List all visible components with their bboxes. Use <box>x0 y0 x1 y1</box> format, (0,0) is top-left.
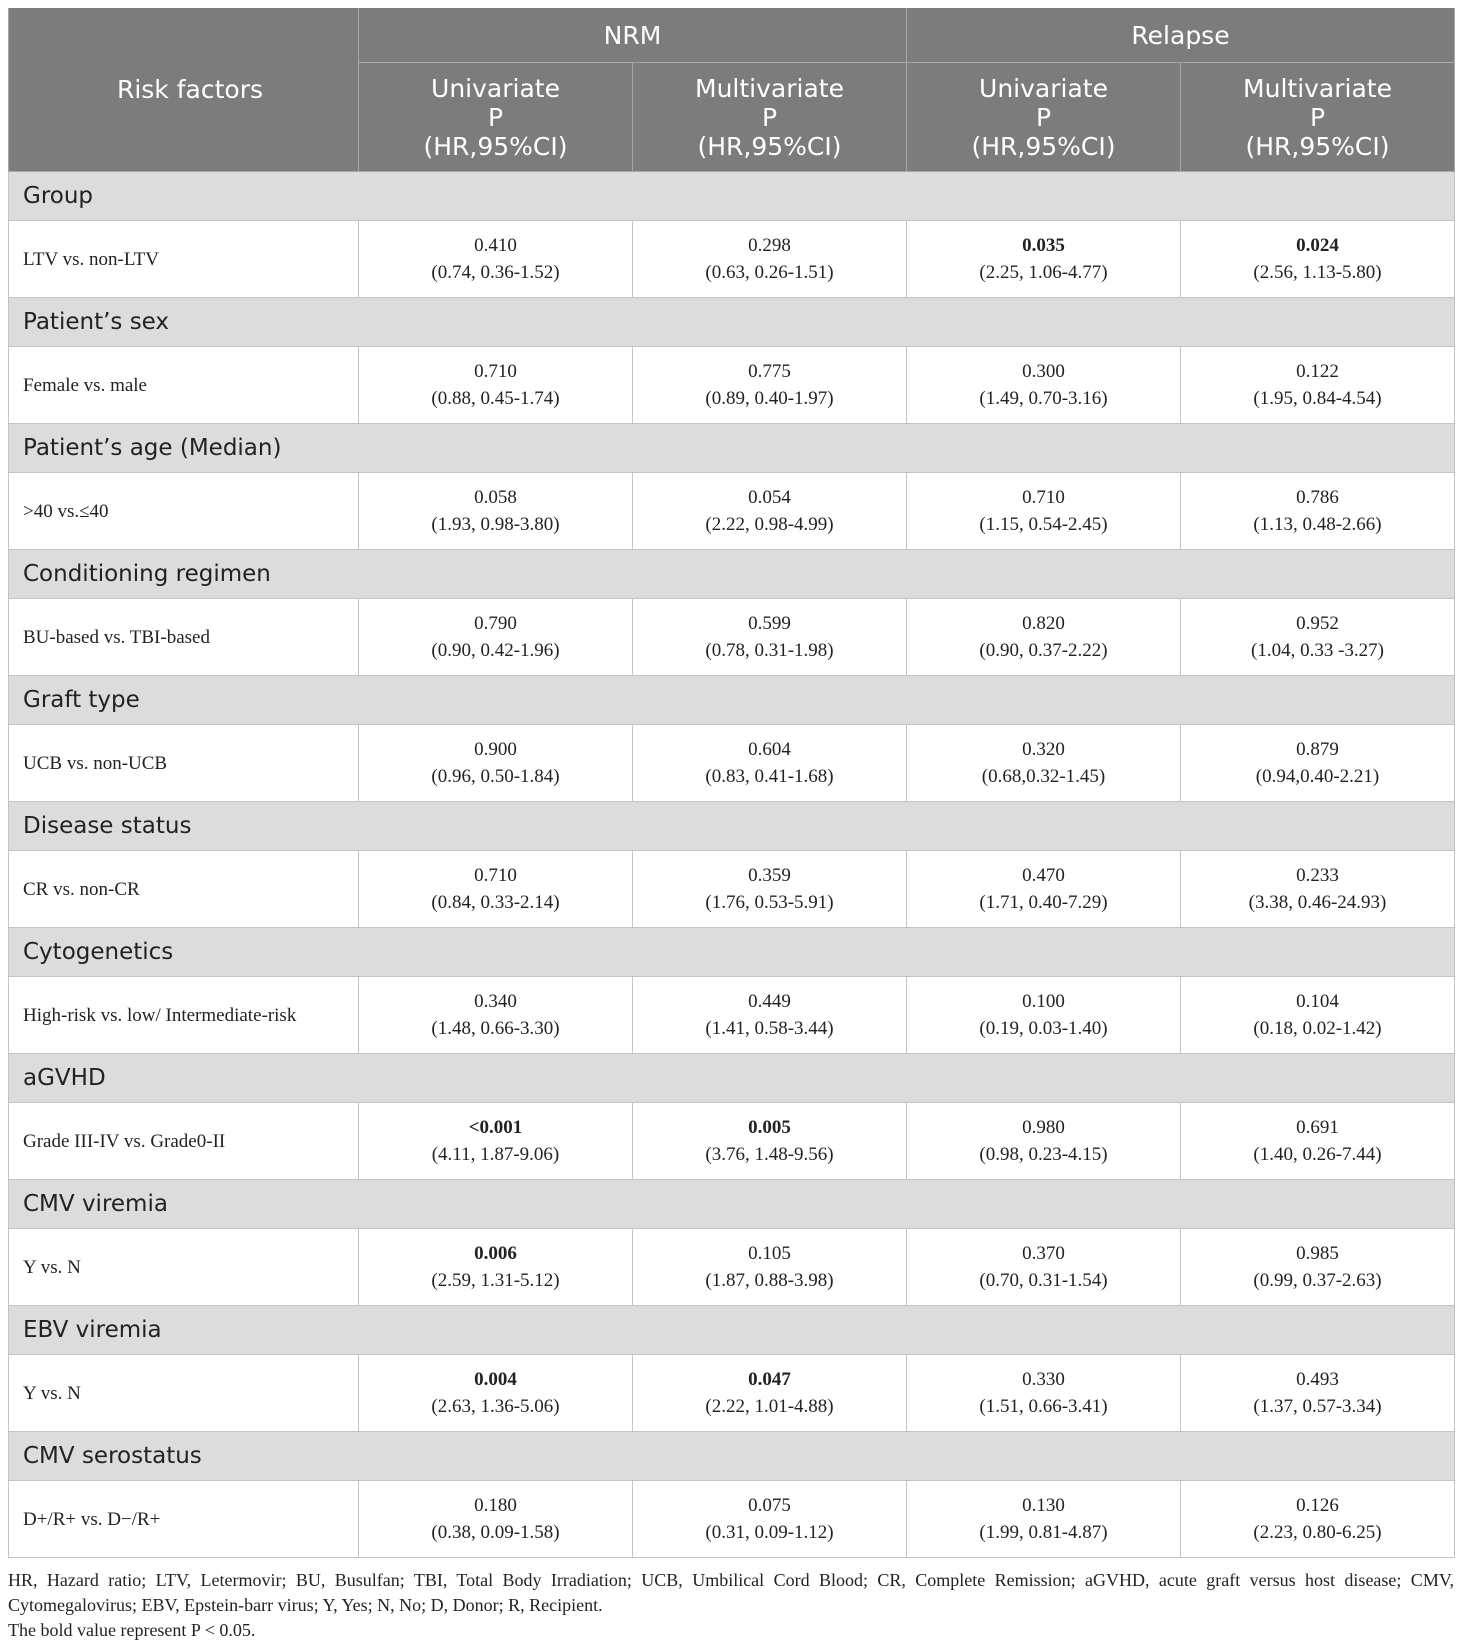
relapse-header: Relapse <box>907 8 1455 63</box>
section-header-row <box>9 550 1455 599</box>
value-cell <box>907 221 1181 298</box>
value-cell <box>633 1103 907 1180</box>
value-cell <box>907 599 1181 676</box>
p-value: 0.820 <box>1022 613 1065 634</box>
p-value: 0.786 <box>1296 487 1339 508</box>
value-cell <box>907 977 1181 1054</box>
p-value: 0.004 <box>474 1369 517 1390</box>
footnote-bold-note: The bold value represent P < 0.05. <box>8 1620 256 1640</box>
row-label: UCB vs. non-UCB <box>9 725 359 802</box>
table-container <box>8 8 1454 1643</box>
hazard-ratio-ci: (0.96, 0.50-1.84) <box>431 766 560 787</box>
value-cell <box>359 473 633 550</box>
hazard-ratio-ci: (1.48, 0.66-3.30) <box>431 1018 560 1039</box>
hazard-ratio-ci: (1.71, 0.40-7.29) <box>979 892 1108 913</box>
nrm-multivariate-header: Multivariate P (HR,95%CI) <box>633 63 907 172</box>
value-cell <box>907 725 1181 802</box>
relapse-multivariate-header: Multivariate P (HR,95%CI) <box>1181 63 1455 172</box>
section-title: Disease status <box>9 802 1455 851</box>
hazard-ratio-ci: (2.25, 1.06-4.77) <box>979 262 1108 283</box>
hazard-ratio-ci: (0.68,0.32-1.45) <box>981 766 1106 787</box>
row-label: CR vs. non-CR <box>9 851 359 928</box>
p-value: 0.006 <box>474 1243 517 1264</box>
section-header-row <box>9 802 1455 851</box>
hazard-ratio-ci: (0.18, 0.02-1.42) <box>1253 1018 1382 1039</box>
p-value: 0.599 <box>748 613 791 634</box>
hazard-ratio-ci: (2.22, 1.01-4.88) <box>705 1396 834 1417</box>
hazard-ratio-ci: (1.40, 0.26-7.44) <box>1253 1144 1382 1165</box>
value-cell <box>359 1481 633 1558</box>
p-value: 0.054 <box>748 487 791 508</box>
hazard-ratio-ci: (1.49, 0.70-3.16) <box>979 388 1108 409</box>
section-title: Patient’s sex <box>9 298 1455 347</box>
hazard-ratio-ci: (0.78, 0.31-1.98) <box>705 640 834 661</box>
section-header-row <box>9 1054 1455 1103</box>
p-value: 0.691 <box>1296 1117 1339 1138</box>
p-value: 0.710 <box>474 865 517 886</box>
p-value: 0.100 <box>1022 991 1065 1012</box>
value-cell <box>359 725 633 802</box>
hazard-ratio-ci: (1.13, 0.48-2.66) <box>1253 514 1382 535</box>
hazard-ratio-ci: (3.76, 1.48-9.56) <box>705 1144 834 1165</box>
table-body <box>9 172 1455 1558</box>
hazard-ratio-ci: (1.51, 0.66-3.41) <box>979 1396 1108 1417</box>
p-value: 0.300 <box>1022 361 1065 382</box>
value-cell <box>359 1229 633 1306</box>
row-label: High-risk vs. low/ Intermediate-risk <box>9 977 359 1054</box>
hazard-ratio-ci: (0.98, 0.23-4.15) <box>979 1144 1108 1165</box>
hazard-ratio-ci: (2.59, 1.31-5.12) <box>431 1270 560 1291</box>
p-value: 0.985 <box>1296 1243 1339 1264</box>
hazard-ratio-ci: (1.87, 0.88-3.98) <box>705 1270 834 1291</box>
hazard-ratio-ci: (3.38, 0.46-24.93) <box>1248 892 1387 913</box>
table-row <box>9 1103 1455 1180</box>
p-value: 0.410 <box>474 235 517 256</box>
value-cell <box>359 347 633 424</box>
value-cell <box>1181 977 1455 1054</box>
p-value: 0.130 <box>1022 1495 1065 1516</box>
value-cell <box>359 599 633 676</box>
p-value: 0.493 <box>1296 1369 1339 1390</box>
hazard-ratio-ci: (1.99, 0.81-4.87) <box>979 1522 1108 1543</box>
section-title: CMV viremia <box>9 1180 1455 1229</box>
value-cell <box>633 347 907 424</box>
p-value: 0.952 <box>1296 613 1339 634</box>
p-value: 0.359 <box>748 865 791 886</box>
section-title: Cytogenetics <box>9 928 1455 977</box>
footnote-abbreviations: HR, Hazard ratio; LTV, Letermovir; BU, Busulfan; TBI, Total Body Irradiation; UCB, Umbilical Cord Blood; CR, Complete Remission; aGVHD, acute graft versus host disease; CMV, Cytomegalovirus; EBV, Epstein-barr virus; Y, Yes; N, No; D, Donor; R, Recipient. <box>8 1570 1454 1615</box>
hazard-ratio-ci: (0.19, 0.03-1.40) <box>979 1018 1108 1039</box>
section-title: CMV serostatus <box>9 1432 1455 1481</box>
row-label: Y vs. N <box>9 1229 359 1306</box>
hazard-ratio-ci: (2.22, 0.98-4.99) <box>705 514 834 535</box>
p-value: 0.775 <box>748 361 791 382</box>
p-value: 0.330 <box>1022 1369 1065 1390</box>
section-header-row <box>9 1306 1455 1355</box>
table-row <box>9 1355 1455 1432</box>
hazard-ratio-ci: (0.88, 0.45-1.74) <box>431 388 560 409</box>
risk-factors-table <box>8 8 1455 1558</box>
hazard-ratio-ci: (1.15, 0.54-2.45) <box>979 514 1108 535</box>
table-row <box>9 1481 1455 1558</box>
nrm-header: NRM <box>359 8 907 63</box>
footnote <box>8 1568 1454 1643</box>
value-cell <box>907 1229 1181 1306</box>
table-row <box>9 473 1455 550</box>
hazard-ratio-ci: (0.94,0.40-2.21) <box>1255 766 1380 787</box>
value-cell <box>1181 473 1455 550</box>
hazard-ratio-ci: (0.90, 0.42-1.96) <box>431 640 560 661</box>
section-header-row <box>9 928 1455 977</box>
hazard-ratio-ci: (2.23, 0.80-6.25) <box>1253 1522 1382 1543</box>
value-cell <box>633 1229 907 1306</box>
row-label: LTV vs. non-LTV <box>9 221 359 298</box>
value-cell <box>907 473 1181 550</box>
hazard-ratio-ci: (2.63, 1.36-5.06) <box>431 1396 560 1417</box>
value-cell <box>1181 1103 1455 1180</box>
p-value: 0.900 <box>474 739 517 760</box>
section-header-row <box>9 1180 1455 1229</box>
value-cell <box>1181 347 1455 424</box>
hazard-ratio-ci: (0.90, 0.37-2.22) <box>979 640 1108 661</box>
p-value: 0.047 <box>748 1369 791 1390</box>
value-cell <box>359 1103 633 1180</box>
section-header-row <box>9 298 1455 347</box>
p-value: 0.298 <box>748 235 791 256</box>
p-value: 0.790 <box>474 613 517 634</box>
p-value: 0.710 <box>474 361 517 382</box>
table-row <box>9 725 1455 802</box>
hazard-ratio-ci: (1.04, 0.33 -3.27) <box>1251 640 1384 661</box>
value-cell <box>633 1481 907 1558</box>
p-value: <0.001 <box>468 1117 523 1138</box>
hazard-ratio-ci: (0.74, 0.36-1.52) <box>431 262 560 283</box>
section-title: EBV viremia <box>9 1306 1455 1355</box>
hazard-ratio-ci: (1.95, 0.84-4.54) <box>1253 388 1382 409</box>
section-title: aGVHD <box>9 1054 1455 1103</box>
p-value: 0.233 <box>1296 865 1339 886</box>
hazard-ratio-ci: (4.11, 1.87-9.06) <box>431 1144 560 1165</box>
value-cell <box>1181 851 1455 928</box>
risk-factors-header: Risk factors <box>9 8 359 172</box>
table-row <box>9 347 1455 424</box>
value-cell <box>633 977 907 1054</box>
hazard-ratio-ci: (0.63, 0.26-1.51) <box>705 262 834 283</box>
value-cell <box>907 1355 1181 1432</box>
row-label: >40 vs.≤40 <box>9 473 359 550</box>
p-value: 0.370 <box>1022 1243 1065 1264</box>
section-header-row <box>9 172 1455 221</box>
hazard-ratio-ci: (0.99, 0.37-2.63) <box>1253 1270 1382 1291</box>
value-cell <box>359 851 633 928</box>
value-cell <box>907 851 1181 928</box>
table-row <box>9 977 1455 1054</box>
hazard-ratio-ci: (0.83, 0.41-1.68) <box>705 766 834 787</box>
p-value: 0.122 <box>1296 361 1339 382</box>
hazard-ratio-ci: (1.41, 0.58-3.44) <box>705 1018 834 1039</box>
p-value: 0.470 <box>1022 865 1065 886</box>
value-cell <box>907 347 1181 424</box>
p-value: 0.449 <box>748 991 791 1012</box>
hazard-ratio-ci: (0.84, 0.33-2.14) <box>431 892 560 913</box>
p-value: 0.604 <box>748 739 791 760</box>
value-cell <box>633 221 907 298</box>
p-value: 0.105 <box>748 1243 791 1264</box>
hazard-ratio-ci: (0.70, 0.31-1.54) <box>979 1270 1108 1291</box>
value-cell <box>1181 1481 1455 1558</box>
relapse-univariate-header: Univariate P (HR,95%CI) <box>907 63 1181 172</box>
p-value: 0.104 <box>1296 991 1339 1012</box>
section-header-row <box>9 424 1455 473</box>
p-value: 0.180 <box>474 1495 517 1516</box>
section-title: Patient’s age (Median) <box>9 424 1455 473</box>
hazard-ratio-ci: (1.76, 0.53-5.91) <box>705 892 834 913</box>
nrm-univariate-header: Univariate P (HR,95%CI) <box>359 63 633 172</box>
row-label: D+/R+ vs. D−/R+ <box>9 1481 359 1558</box>
row-label: Female vs. male <box>9 347 359 424</box>
p-value: 0.980 <box>1022 1117 1065 1138</box>
value-cell <box>359 221 633 298</box>
value-cell <box>633 473 907 550</box>
value-cell <box>359 977 633 1054</box>
section-title: Graft type <box>9 676 1455 725</box>
hazard-ratio-ci: (1.37, 0.57-3.34) <box>1253 1396 1382 1417</box>
hazard-ratio-ci: (0.38, 0.09-1.58) <box>431 1522 560 1543</box>
value-cell <box>1181 1355 1455 1432</box>
value-cell <box>359 1355 633 1432</box>
section-title: Conditioning regimen <box>9 550 1455 599</box>
hazard-ratio-ci: (2.56, 1.13-5.80) <box>1253 262 1382 283</box>
hazard-ratio-ci: (0.89, 0.40-1.97) <box>705 388 834 409</box>
section-header-row <box>9 1432 1455 1481</box>
table-row <box>9 221 1455 298</box>
value-cell <box>633 1355 907 1432</box>
value-cell <box>633 725 907 802</box>
hazard-ratio-ci: (1.93, 0.98-3.80) <box>431 514 560 535</box>
p-value: 0.024 <box>1296 235 1339 256</box>
value-cell <box>633 851 907 928</box>
value-cell <box>1181 1229 1455 1306</box>
value-cell <box>1181 221 1455 298</box>
p-value: 0.710 <box>1022 487 1065 508</box>
value-cell <box>1181 725 1455 802</box>
p-value: 0.035 <box>1022 235 1065 256</box>
row-label: Grade III-IV vs. Grade0-II <box>9 1103 359 1180</box>
table-row <box>9 1229 1455 1306</box>
row-label: Y vs. N <box>9 1355 359 1432</box>
table-row <box>9 851 1455 928</box>
p-value: 0.126 <box>1296 1495 1339 1516</box>
p-value: 0.879 <box>1296 739 1339 760</box>
p-value: 0.075 <box>748 1495 791 1516</box>
hazard-ratio-ci: (0.31, 0.09-1.12) <box>705 1522 834 1543</box>
value-cell <box>907 1481 1181 1558</box>
value-cell <box>1181 599 1455 676</box>
p-value: 0.340 <box>474 991 517 1012</box>
value-cell <box>907 1103 1181 1180</box>
p-value: 0.320 <box>1022 739 1065 760</box>
value-cell <box>633 599 907 676</box>
p-value: 0.058 <box>474 487 517 508</box>
section-title: Group <box>9 172 1455 221</box>
row-label: BU-based vs. TBI-based <box>9 599 359 676</box>
table-row <box>9 599 1455 676</box>
section-header-row <box>9 676 1455 725</box>
p-value: 0.005 <box>748 1117 791 1138</box>
